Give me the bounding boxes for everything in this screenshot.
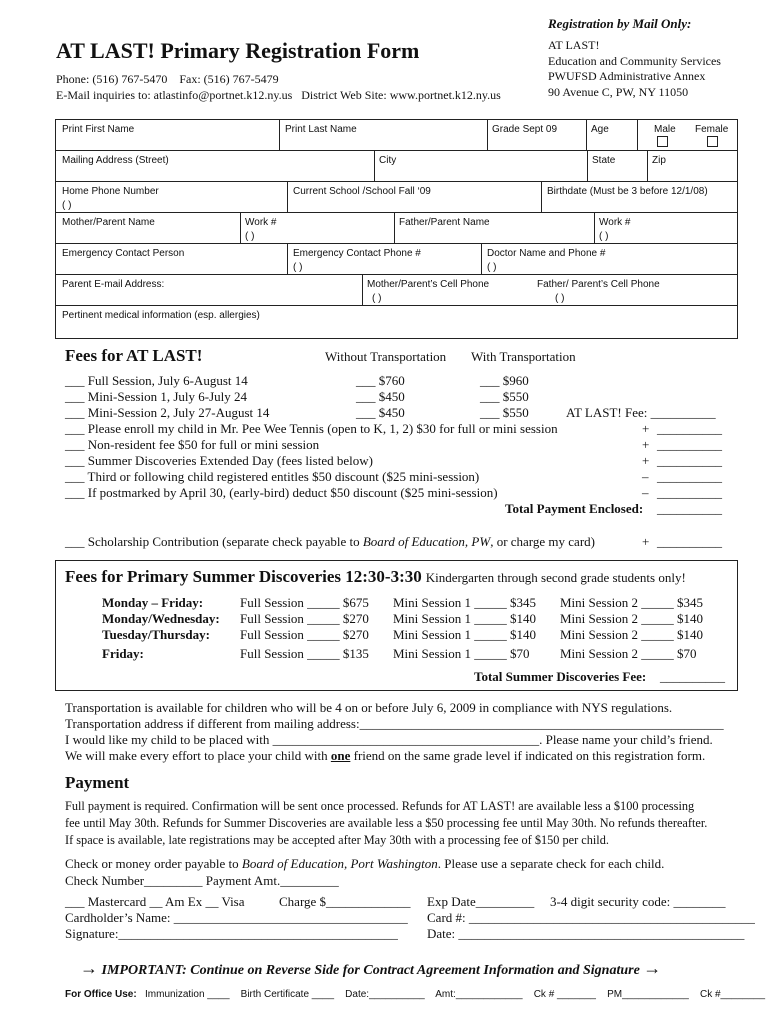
office-birth-certificate[interactable]: Birth Certificate ____ [240,989,335,1000]
psd-heading [65,567,686,587]
psd-total-label: Total Summer Discoveries Fee: [474,669,647,684]
important-note [80,958,661,979]
scholarship-blank[interactable]: __________ [657,534,722,549]
office-amount[interactable]: Amt:____________ [435,989,523,1000]
fee-line-tennis[interactable]: ___ Please enroll my child in Mr. Pee Wee Tennis (open to K, 1, 2) $30 for full or mini session [65,421,558,436]
check-payable-text: Check or money order payable to [65,856,239,871]
fee-line-extended-day[interactable]: ___ Summer Discoveries Extended Day (fees listed below) [65,453,373,468]
fee-mini2-with[interactable]: ___ $550 [480,405,529,420]
fee-line-third-child[interactable]: ___ Third or following child registered entitles $50 discount ($25 mini-session) [65,469,480,484]
mother-cell-field[interactable]: Mother/Parent’s Cell Phone [367,279,490,290]
fee-sign: + [642,453,650,468]
transport-address-field[interactable]: Transportation address if different from mailing address:________________________________________________________ [65,716,724,731]
psd-full[interactable]: Full Session _____ $135 [240,646,369,661]
office-date[interactable]: Date:__________ [345,989,425,1000]
phone: Phone: (516) 767-5470 [56,72,168,86]
scholarship-text-end: , or charge my card) [490,534,595,549]
mail-line: PWUFSD Administrative Annex [548,69,706,83]
home-phone-field[interactable]: Home Phone Number [62,186,159,197]
psd-mini2[interactable]: Mini Session 2 _____ $140 [560,611,704,626]
fee-mini1-without[interactable]: ___ $450 [356,389,405,404]
arrow-right-icon: → [80,958,98,978]
arrow-right-icon: → [643,958,662,978]
psd-mini2[interactable]: Mini Session 2 _____ $140 [560,627,704,642]
state-field[interactable]: State [592,155,616,166]
page-title: AT LAST! Primary Registration Form [56,38,420,63]
cardholder-name-field[interactable]: Cardholder’s Name: ____________________________________ [65,910,408,925]
atlast-fee-total[interactable]: AT LAST! Fee: __________ [566,405,716,420]
payment-title: Payment [65,773,130,792]
female-checkbox[interactable] [707,136,718,147]
important-text: IMPORTANT: Continue on Reverse Side for Contract Agreement Information and Signature [101,963,640,978]
mother-cell-area: ( ) [372,293,382,304]
fee-sign: + [642,437,650,452]
fee-line-early-bird[interactable]: ___ If postmarked by April 30, (early-bird) deduct $50 discount ($25 mini-session) [65,485,498,500]
fee-blank[interactable]: __________ [657,469,722,484]
fee-sign: + [642,421,650,436]
psd-mini1[interactable]: Mini Session 1 _____ $70 [393,646,530,661]
signature-field[interactable]: Signature:___________________________________________ [65,926,398,941]
psd-total-blank[interactable]: __________ [660,669,725,684]
doctor-field[interactable]: Doctor Name and Phone # [487,248,606,259]
card-number-field[interactable]: Card #: ____________________________________________ [427,910,755,925]
without-transport-header: Without Transportation [325,349,447,364]
psd-mini1[interactable]: Mini Session 1 _____ $345 [393,595,537,610]
psd-mini1[interactable]: Mini Session 1 _____ $140 [393,611,537,626]
medical-info-field[interactable]: Pertinent medical information (esp. allergies) [62,310,260,321]
office-use-row [65,989,765,1000]
fee-blank[interactable]: __________ [657,453,722,468]
email-line [56,88,501,103]
father-name-field[interactable]: Father/Parent Name [399,217,490,228]
fee-row-full[interactable]: ___ Full Session, July 6-August 14 [65,373,248,388]
registration-grid [55,119,738,339]
check-number-field[interactable]: Check Number_________ Payment Amt._________ [65,873,339,888]
office-check-number[interactable]: Ck # _______ [533,989,596,1000]
security-code-field[interactable]: 3-4 digit security code: ________ [550,894,726,909]
father-cell-area: ( ) [555,293,565,304]
scholarship-line[interactable] [65,534,595,550]
psd-day: Monday – Friday: [102,595,204,610]
psd-mini1[interactable]: Mini Session 1 _____ $140 [393,627,537,642]
city-field[interactable]: City [379,155,397,166]
friend-note [65,748,705,764]
mother-work-area: ( ) [245,231,255,242]
fee-sign: – [642,469,649,484]
psd-full[interactable]: Full Session _____ $270 [240,627,369,642]
psd-day: Friday: [102,646,144,661]
fee-blank[interactable]: __________ [657,437,722,452]
mother-work-field[interactable]: Work # [245,217,277,228]
fee-full-without[interactable]: ___ $760 [356,373,405,388]
fee-full-with[interactable]: ___ $960 [480,373,529,388]
payment-policy [65,798,707,849]
scholarship-sign: + [642,534,650,549]
fee-blank[interactable]: __________ [657,421,722,436]
total-payment-blank[interactable]: __________ [657,501,722,516]
fee-blank[interactable]: __________ [657,485,722,500]
email-inquiries: E-Mail inquiries to: atlastinfo@portnet.k12.ny.us [56,88,293,102]
first-name-field[interactable]: Print First Name [62,124,135,135]
fee-row-mini2[interactable]: ___ Mini-Session 2, July 27-August 14 [65,405,270,420]
grade-field[interactable]: Grade Sept 09 [492,124,558,135]
mailing-address-field[interactable]: Mailing Address (Street) [62,155,169,166]
doctor-phone-area: ( ) [487,262,497,273]
fee-sign: – [642,485,649,500]
fax: Fax: (516) 767-5479 [179,72,279,86]
office-use-label: For Office Use: [65,989,137,1000]
date-field[interactable]: Date: ____________________________________________ [427,926,745,941]
payment-policy-line: Full payment is required. Confirmation will be sent once processed. Refunds for AT LAST! are available less a $100 processing [65,799,695,813]
charge-amount-field[interactable]: Charge $_____________ [279,894,411,909]
exp-date-field[interactable]: Exp Date_________ [427,894,535,909]
web-site: District Web Site: www.portnet.k12.ny.us [301,88,501,102]
fee-mini1-with[interactable]: ___ $550 [480,389,529,404]
psd-day: Tuesday/Thursday: [102,627,210,642]
fees-title: Fees for AT LAST! [65,346,203,365]
psd-subtitle: Kindergarten through second grade students only! [425,570,686,585]
transport-eligibility: Transportation is available for children who will be 4 on or before July 6, 2009 in compliance with NYS regulations. [65,700,673,715]
mail-heading: Registration by Mail Only: [548,16,692,31]
father-cell-field[interactable]: Father/ Parent’s Cell Phone [537,279,660,290]
office-pm[interactable]: PM____________ [607,989,689,1000]
check-payable-line [65,856,664,872]
father-work-area: ( ) [599,231,609,242]
psd-day: Monday/Wednesday: [102,611,220,626]
home-phone-area: ( ) [62,200,72,211]
father-work-field[interactable]: Work # [599,217,631,228]
phone-line [56,72,279,87]
office-immunization[interactable]: Immunization ____ [145,989,230,1000]
payment-policy-line: fee until May 30th. Refunds for Summer Discoveries are available less a $50 processing fee until May 30th. No refunds thereafter. [65,816,708,830]
total-payment-label: Total Payment Enclosed: [505,501,644,516]
payment-policy-line: If space is available, late registrations may be accepted after May 30th with a processing fee of $150 per child. [65,833,609,847]
mail-line: 90 Avenue C, PW, NY 11050 [548,84,689,99]
check-payee: Board of Education, Port Washington [241,856,438,871]
psd-mini2[interactable]: Mini Session 2 _____ $70 [560,646,697,661]
last-name-field[interactable]: Print Last Name [285,124,357,135]
fee-line-nonresident[interactable]: ___ Non-resident fee $50 for full or mini session [65,437,320,452]
mail-line: Education and Community Services [548,53,721,68]
birthdate-field[interactable]: Birthdate (Must be 3 before 12/1/08) [547,186,708,197]
mother-name-field[interactable]: Mother/Parent Name [62,217,155,228]
office-check-number-2[interactable]: Ck #________ [699,989,766,1000]
psd-full[interactable]: Full Session _____ $270 [240,611,369,626]
male-label: Male [654,124,676,135]
female-label: Female [695,124,729,135]
friend-note-text-end: friend on the same grade level if indicated on this registration form. [353,748,706,763]
emergency-phone-area: ( ) [293,262,303,273]
fee-mini2-without[interactable]: ___ $450 [356,405,405,420]
psd-mini2[interactable]: Mini Session 2 _____ $345 [560,595,704,610]
mail-line: AT LAST! [548,38,600,52]
friend-note-emphasis: one [330,748,351,763]
age-field[interactable]: Age [591,124,609,135]
mail-address [548,38,721,100]
psd-full[interactable]: Full Session _____ $675 [240,595,369,610]
zip-field[interactable]: Zip [652,155,666,166]
current-school-field[interactable]: Current School /School Fall ‘09 [293,186,431,197]
scholarship-payee: Board of Education, PW [362,534,491,549]
male-checkbox[interactable] [657,136,668,147]
scholarship-text: ___ Scholarship Contribution (separate check payable to [65,534,360,549]
psd-title: Fees for Primary Summer Discoveries 12:30-3:30 [65,567,422,586]
fee-row-mini1[interactable]: ___ Mini-Session 1, July 6-July 24 [65,389,248,404]
check-payable-text-end: . Please use a separate check for each child. [437,856,665,871]
emergency-phone-field[interactable]: Emergency Contact Phone # [293,248,421,259]
emergency-contact-field[interactable]: Emergency Contact Person [62,248,185,259]
parent-email-field[interactable]: Parent E-mail Address: [62,279,165,290]
with-transport-header: With Transportation [471,349,576,364]
friend-placement-field[interactable]: I would like my child to be placed with _________________________________________. Please name your child’s friend. [65,732,713,747]
friend-note-text: We will make every effort to place your child with [65,748,328,763]
card-type-options[interactable]: ___ Mastercard __ Am Ex __ Visa [65,894,245,909]
